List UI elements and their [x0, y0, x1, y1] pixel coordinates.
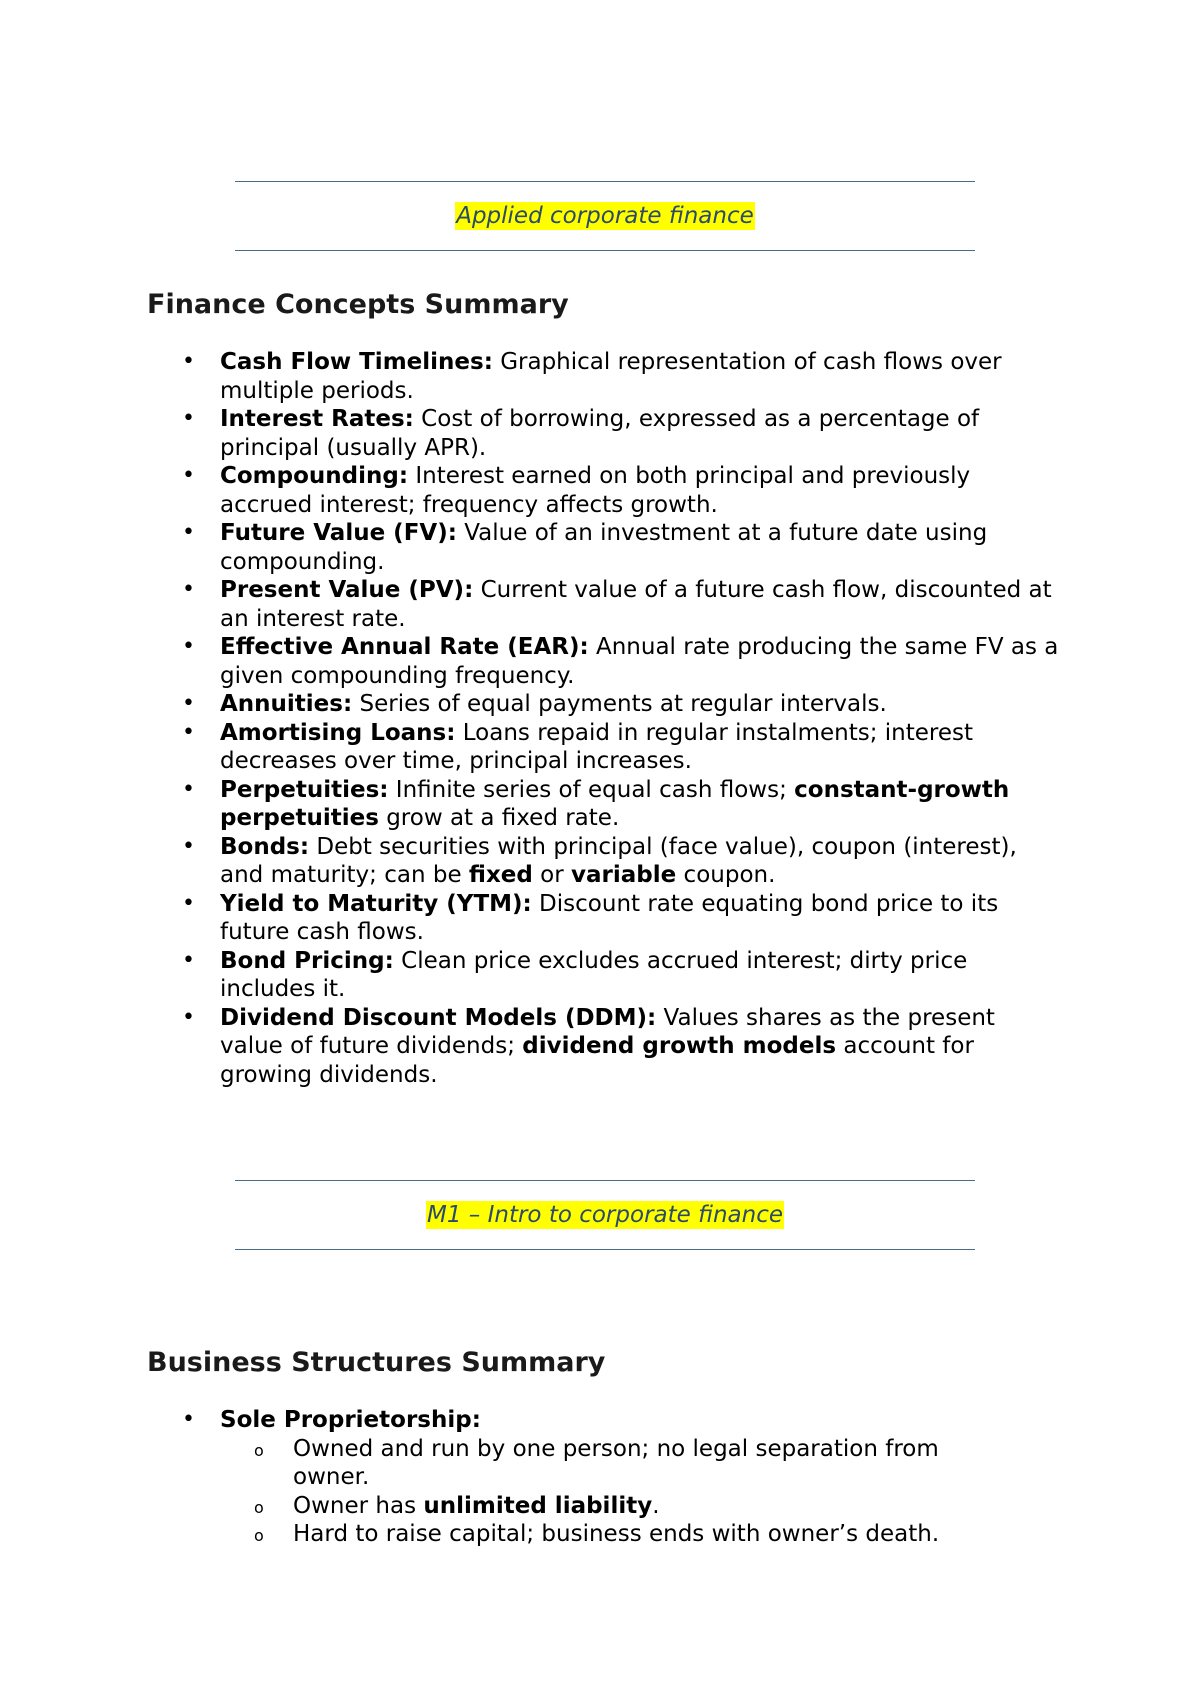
list-item	[0, 348, 1065, 405]
term: Annuities:	[220, 691, 353, 717]
emphasis: constant-growth perpetuities	[220, 776, 1010, 831]
circle-bullet-icon: o	[254, 1526, 264, 1545]
section-banner-m1-intro	[235, 1180, 975, 1250]
definition: Series of equal payments at regular intervals.	[352, 691, 887, 717]
definition: grow at a fixed rate.	[378, 805, 620, 831]
list-item	[0, 776, 1065, 833]
definition: Interest earned on both principal and previously accrued interest; frequency affects growth.	[220, 463, 971, 518]
term: Interest Rates:	[220, 406, 414, 432]
list-item	[0, 947, 1065, 1004]
definition: Infinite series of equal cash flows;	[388, 776, 795, 803]
definition: Graphical representation of cash flows over multiple periods.	[220, 349, 1002, 404]
term: Dividend Discount Models (DDM):	[220, 1004, 657, 1031]
bullet-icon: •	[182, 833, 195, 859]
sub-list	[220, 1435, 1065, 1549]
list-item	[0, 833, 1065, 890]
definition: Clean price excludes accrued interest; dirty price includes it.	[220, 947, 968, 1002]
definition: Debt securities with principal (face value), coupon (interest), and maturity; can be	[220, 833, 1017, 888]
bullet-icon: •	[182, 634, 195, 659]
emphasis: fixed	[468, 862, 533, 888]
term: Amortising Loans:	[220, 719, 456, 746]
bullet-icon: •	[182, 691, 195, 716]
emphasis: unlimited liability	[423, 1492, 653, 1519]
list-item	[0, 719, 1065, 776]
definition: Loans repaid in regular instalments; interest decreases over time, principal increases.	[220, 719, 973, 774]
bullet-icon: •	[182, 890, 195, 916]
bullet-icon: •	[182, 406, 195, 431]
bullet-icon: •	[182, 463, 195, 488]
term: Sole Proprietorship:	[220, 1407, 481, 1433]
emphasis: variable	[571, 862, 677, 888]
banner-title: M1 – Intro to corporate finance	[427, 1202, 783, 1228]
sub-item-text: .	[652, 1492, 660, 1519]
definition: or	[532, 862, 572, 888]
banner-title: Applied corporate finance	[456, 203, 754, 229]
bullet-icon: •	[182, 520, 195, 545]
definition: Cost of borrowing, expressed as a percentage of principal (usually APR).	[220, 406, 980, 461]
definition: coupon.	[676, 862, 776, 888]
definition: Values shares as the present value of future dividends;	[220, 1004, 995, 1059]
circle-bullet-icon: o	[254, 1440, 264, 1460]
sub-list-item	[220, 1435, 993, 1492]
bullet-icon: •	[182, 776, 195, 802]
list-item	[0, 690, 1065, 719]
sub-list-item	[220, 1520, 993, 1549]
emphasis: dividend growth models	[522, 1033, 837, 1059]
definition: Annual rate producing the same FV as a given compounding frequency.	[220, 634, 1059, 689]
sub-item-text: Hard to raise capital; business ends with owner’s death.	[293, 1521, 940, 1547]
bullet-icon: •	[182, 1407, 195, 1432]
bullet-icon: •	[182, 1004, 195, 1030]
term: Compounding:	[220, 463, 409, 489]
bullet-icon: •	[182, 719, 195, 745]
circle-bullet-icon: o	[254, 1497, 264, 1517]
finance-concepts-list	[0, 348, 1100, 1089]
finance-concepts-heading: Finance Concepts Summary	[147, 289, 569, 320]
term: Future Value (FV):	[220, 520, 457, 546]
bullet-icon: •	[182, 349, 195, 374]
bullet-icon: •	[182, 947, 195, 973]
list-item	[0, 576, 1065, 633]
list-item	[0, 519, 1065, 576]
list-item	[0, 1004, 1065, 1090]
term: Bond Pricing:	[220, 947, 394, 974]
definition: Current value of a future cash flow, discounted at an interest rate.	[220, 577, 1052, 632]
sub-item-text: Owner has	[293, 1492, 424, 1519]
term: Perpetuities:	[220, 776, 389, 803]
term: Cash Flow Timelines:	[220, 349, 493, 375]
sub-item-text: Owned and run by one person; no legal separation from owner.	[293, 1435, 939, 1490]
list-item	[0, 405, 1065, 462]
definition: account for growing dividends.	[220, 1033, 974, 1088]
definition: Value of an investment at a future date using compounding.	[220, 520, 988, 575]
business-structures-list	[0, 1406, 1100, 1549]
term: Present Value (PV):	[220, 577, 474, 603]
business-structures-heading: Business Structures Summary	[147, 1347, 606, 1378]
sub-list-item	[220, 1492, 993, 1521]
list-item	[0, 462, 1065, 519]
list-item	[0, 633, 1065, 690]
bullet-icon: •	[182, 577, 195, 602]
term: Bonds:	[220, 833, 310, 860]
term: Yield to Maturity (YTM):	[220, 890, 532, 917]
section-banner-applied-corporate-finance	[235, 181, 975, 251]
definition: Discount rate equating bond price to its future cash flows.	[220, 890, 999, 945]
list-item	[0, 890, 1065, 947]
term: Effective Annual Rate (EAR):	[220, 634, 589, 660]
list-item	[0, 1406, 1065, 1549]
